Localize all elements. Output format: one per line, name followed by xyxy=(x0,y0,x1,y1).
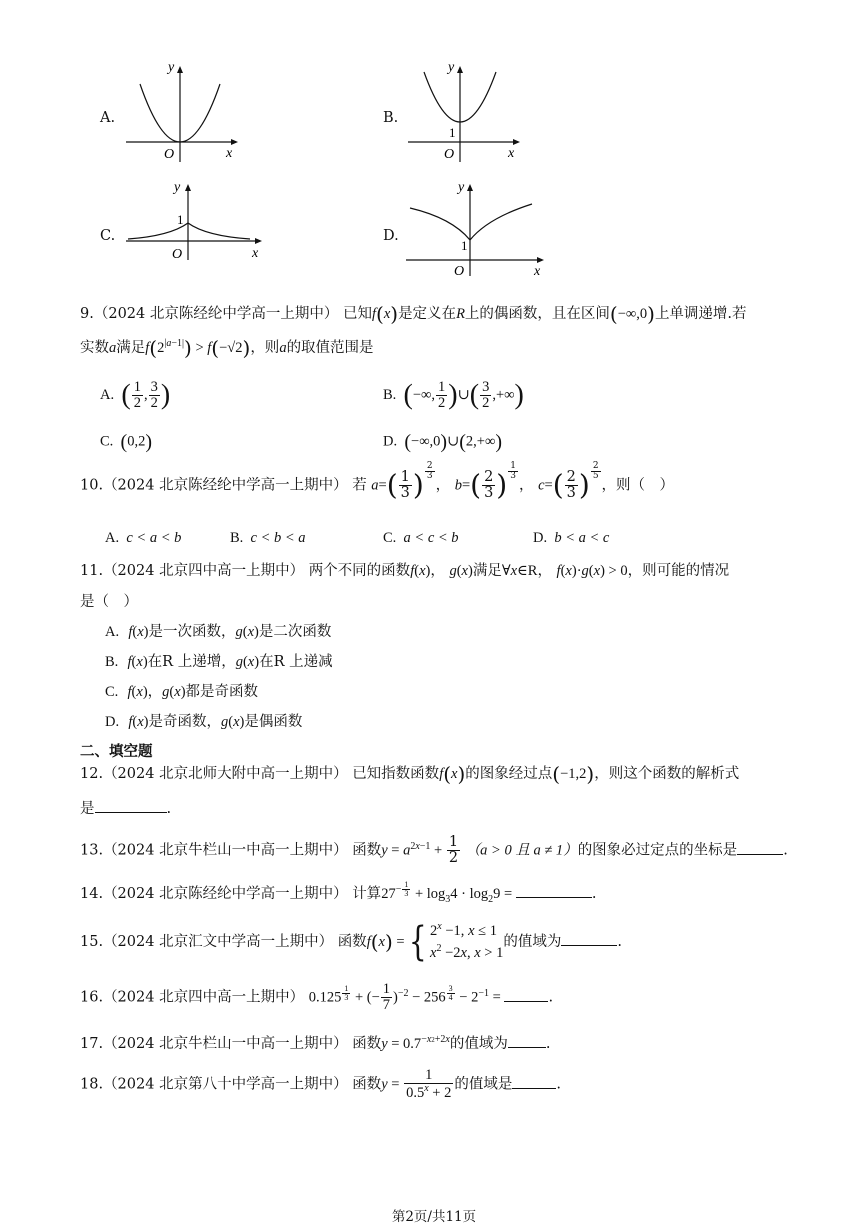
q12-line1: 12.（2024 北京北师大附中高一上期中） 已知指数函数f(x)的图象经过点(−1,2)，则这个函数的解析式 xyxy=(80,762,740,786)
q18: 18.（2024 北京第八十中学高一上期中） 函数y = $\frac{1}{0.5^x + 2}$ 的值域是 . xyxy=(80,1067,561,1102)
q9-line1: 9.（2024 北京陈经纶中学高一上期中） 已知f(x)是定义在R上的偶函数，且在区间(−∞,0)上单调递增.若 xyxy=(80,302,747,326)
q10-option-d[interactable]: D. b < a < c xyxy=(533,530,610,546)
q9-line2: 实数a满足$f(2^{|a-1|}) > f(-√2)$，则a的取值范围是 xyxy=(80,336,374,360)
option-d-label: D. xyxy=(383,228,399,244)
q11-option-d[interactable]: D. f(x)是奇函数，g(x)是偶函数 xyxy=(105,714,303,730)
graph-d-x: x xyxy=(534,264,541,278)
q14-answer-blank[interactable] xyxy=(516,883,592,899)
graph-d-origin: O xyxy=(454,264,465,278)
graph-b-origin: O xyxy=(444,147,455,162)
option-b-label: B. xyxy=(383,110,399,126)
graph-d xyxy=(402,178,552,278)
graph-a xyxy=(118,60,248,165)
option-a-label: A. xyxy=(100,110,116,126)
q11-line2: 是（ ） xyxy=(80,594,138,610)
graph-c-y: y xyxy=(174,180,181,195)
graph-b-x: x xyxy=(508,146,515,161)
q9-option-a[interactable]: A. ( $\frac{1}{2}$ , $\frac{3}{2}$ ) xyxy=(100,379,171,412)
page-footer: 第2页/共11页 xyxy=(391,1209,477,1225)
graph-c-origin: O xyxy=(172,247,183,262)
graph-a-x: x xyxy=(226,146,233,161)
graph-c-tick: 1 xyxy=(177,212,184,227)
q13-answer-blank[interactable] xyxy=(737,839,783,855)
q11-option-c[interactable]: C. f(x)，g(x)都是奇函数 xyxy=(105,684,259,700)
q11-line1: 11.（2024 北京四中高一上期中） 两个不同的函数f(x)， g(x)满足∀x∈R， f(x)·g(x) > 0，则可能的情况 xyxy=(80,563,730,579)
q16-answer-blank[interactable] xyxy=(504,986,548,1002)
graph-d-y: y xyxy=(458,180,465,195)
q17-answer-blank[interactable] xyxy=(508,1033,546,1049)
q13: 13.（2024 北京牛栏山一中高一上期中） 函数$y = a^{2x-1}$ + $\frac{1}{2}$ （a > 0 且 a ≠ 1）的图象必过定点的坐标是 . xyxy=(80,834,788,867)
graph-b xyxy=(400,60,530,165)
section-title: 二、填空题 xyxy=(80,743,153,760)
graph-a-y: y xyxy=(168,60,175,75)
q9-option-b[interactable]: B. (−∞, $\frac{1}{2}$ )∪( $\frac{3}{2}$ ,+∞) xyxy=(383,379,524,412)
graph-c xyxy=(120,178,270,263)
q11-option-a[interactable]: A. f(x)是一次函数，g(x)是二次函数 xyxy=(105,624,332,640)
q14: 14.（2024 北京陈经纶中学高一上期中） 计算$27^{- \frac{1}{3}}$ + $\log_34 \cdot \log_29$ = . xyxy=(80,880,597,905)
option-c-label: C. xyxy=(100,228,116,244)
q9-option-d[interactable]: D. (−∞,0)∪(2,+∞) xyxy=(383,431,502,453)
q10-option-c[interactable]: C. a < c < b xyxy=(383,530,459,546)
graph-c-x: x xyxy=(252,246,259,261)
q9-option-c[interactable]: C. (0,2) xyxy=(100,431,153,453)
q15: 15.（2024 北京汇文中学高一上期中） 函数f(x) ={ $2^x -1$, x ≤ 1 $x^2 -2x$, x > 1 的值域为 . xyxy=(80,918,622,965)
q10-option-b[interactable]: B. c < b < a xyxy=(230,530,306,546)
q12-line2: 是 . xyxy=(80,797,171,818)
q16: 16.（2024 北京四中高一上期中） 0.125 $^{\frac{1}{3}}$ + (− $\frac{1}{7}$ )$^{-2}$ − 256 $^{\frac{3}{4}}$ − $2^{-1}$ = . xyxy=(80,981,554,1014)
q18-answer-blank[interactable] xyxy=(512,1073,556,1089)
q17: 17.（2024 北京牛栏山一中高一上期中） 函数$y = 0.7^{-x2+2x}$的值域为 . xyxy=(80,1034,551,1052)
graph-d-tick: 1 xyxy=(461,238,468,253)
q12-answer-blank[interactable] xyxy=(95,798,167,814)
graph-a-origin: O xyxy=(164,147,175,162)
q11-option-b[interactable]: B. f(x)在R 上递增，g(x)在R 上递减 xyxy=(105,654,333,670)
graph-b-y: y xyxy=(448,60,455,75)
q10-option-a[interactable]: A. c < a < b xyxy=(105,530,182,546)
q15-answer-blank[interactable] xyxy=(561,930,617,946)
q10-stem: 10.（2024 北京陈经纶中学高一上期中） 若 a=( $\frac{1}{3}$ ) $\frac{2}{3}$ ， b=( $\frac{2}{3}$ ) $\frac{1}{3}$ ， c=( $\frac{2}{3}$ ) $\frac{2}{5}$ ，则（ ） xyxy=(80,461,675,502)
graph-b-tick: 1 xyxy=(449,125,456,140)
